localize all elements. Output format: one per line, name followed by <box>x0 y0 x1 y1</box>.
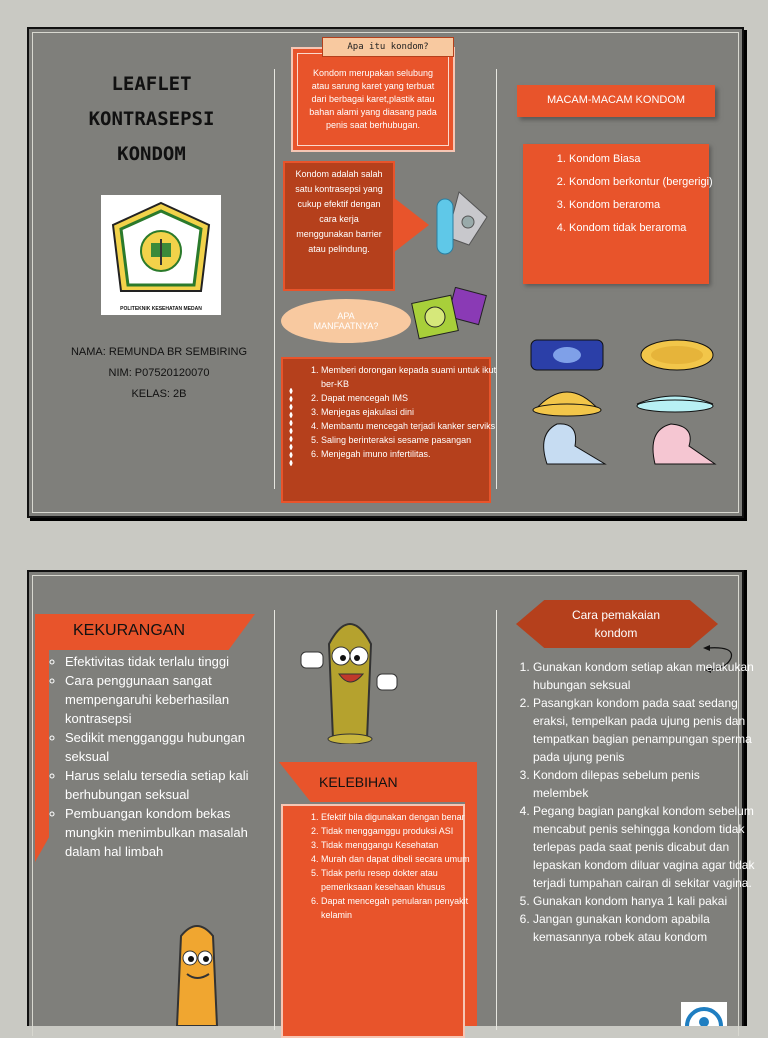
cara-item: 5. Gunakan kondom hanya 1 kali pakai <box>533 892 757 910</box>
cara-item: 4. Pegang bagian pangkal kondom sebelum mencabut penis sehingga kondom tidak terlepas pada saat penis dicabut dan lepaskan kondom diluar vagina agar tidak terjadi tumpahan cairan di sekitar vagina. <box>533 802 757 892</box>
type-item: 2. Kondom berkontur (bergerigi) <box>569 171 719 194</box>
kelebihan-item: 5. Tidak perlu resep dokter atau pemeriksaan kesehaan khusus <box>321 866 471 894</box>
title-line: KONTRASEPSI <box>88 108 215 130</box>
benefit-item: 1. Memberi dorongan kepada suami untuk ikut ber-KB <box>321 363 499 391</box>
leaflet-page-2 <box>27 570 755 1026</box>
kelebihan-item: 4. Murah dan dapat dibeli secara umum <box>321 852 471 866</box>
condom-image <box>429 187 489 262</box>
kelebihan-box <box>281 804 470 1038</box>
cara-item: 1. Gunakan kondom setiap akan melakukan hubungan seksual <box>533 658 757 694</box>
cara-item: 3. Kondom dilepas sebelum penis melembek <box>533 766 757 802</box>
author-nim: NIM: P07520120070 <box>108 367 210 379</box>
cara-header: Cara pemakaian kondom <box>571 608 661 640</box>
kekurangan-item: ◦ Sedikit mengganggu hubungan seksual <box>65 728 275 766</box>
kelebihan-item: 2. Tidak menggamggu produksi ASI <box>321 824 471 838</box>
benefit-item: 3. Menjegas ejakulasi dini <box>321 405 499 419</box>
benefit-item: 5. Saling berinteraksi sesame pasangan <box>321 433 499 447</box>
cara-item: 2. Pasangkan kondom pada saat sedang eraksi, tempelkan pada ujung penis dan tempatkan bagian penampungan sperma pada ujung penis <box>533 694 757 766</box>
kelebihan-item: 3. Tidak menggangu Kesehatan <box>321 838 471 852</box>
logo-text: POLITEKNIK KESEHATAN MEDAN <box>120 306 202 312</box>
macam-header-text: MACAM-MACAM KONDOM <box>546 94 686 106</box>
description-box <box>283 161 395 291</box>
definition-text: Kondom merupakan selubung atau sarung karet yang terbuat dari berbagai karet,plastik atau bahan alami yang diasang pada penis saat berhubugan. <box>309 68 437 130</box>
apa-itu-label: Apa itu kondom? <box>322 37 454 57</box>
kelebihan-header: KELEBIHAN <box>319 774 398 790</box>
definition-box <box>291 47 455 152</box>
column-divider <box>274 69 275 489</box>
condom-types-illustration <box>525 334 725 474</box>
benefit-item: 6. Menjegah imuno infertilitas. <box>321 447 499 461</box>
kekurangan-item: ◦ Efektivitas tidak terlalu tinggi <box>65 652 275 671</box>
leaflet-page-1 <box>27 27 744 518</box>
type-item: 1. Kondom Biasa <box>569 148 719 171</box>
condom-packs-image <box>409 287 489 347</box>
kekurangan-item: ◦ Cara penggunaan sangat mempengaruhi keberhasilan kontrasepsi <box>65 671 275 728</box>
benefits-box <box>281 357 497 503</box>
kekurangan-item: ◦ Pembuangan kondom bekas mungkin menimbulkan masalah dalam hal limbah <box>65 804 275 861</box>
title-line: KONDOM <box>117 143 186 165</box>
kekurangan-header: KEKURANGAN <box>73 622 186 639</box>
arrow-shape <box>393 197 429 253</box>
author-info <box>54 346 264 400</box>
type-item: 3. Kondom beraroma <box>569 194 719 217</box>
condom-mascot-orange <box>157 916 237 1026</box>
kelebihan-item: 6. Dapat mencegah penularan penyakit kelamin <box>321 894 471 922</box>
cover-title <box>49 67 254 172</box>
bullet-dots <box>289 387 293 467</box>
kekurangan-list <box>47 652 275 861</box>
description-text: Kondom adalah salah satu kontrasepsi yang cukup efektif dengan cara kerja menggunakan barrier atau pelindung. <box>295 169 383 254</box>
cara-item: 6. Jangan gunakan kondom apabila kemasannya robek atau kondom <box>533 910 757 946</box>
title-line: LEAFLET <box>111 73 192 95</box>
benefit-item: 2. Dapat mencegah IMS <box>321 391 499 405</box>
manfaat-label: APA MANFAATNYA? <box>313 311 379 331</box>
kekurangan-item: ◦ Harus selalu tersedia setiap kali berhubungan seksual <box>65 766 275 804</box>
column-divider <box>496 610 497 1030</box>
author-name: NAMA: REMUNDA BR SEMBIRING <box>70 346 248 358</box>
macam-header <box>517 85 715 117</box>
corner-logo <box>681 1002 727 1026</box>
type-item: 4. Kondom tidak beraroma <box>569 217 719 240</box>
condom-mascot-thumbs-up <box>295 604 405 744</box>
cara-list <box>515 658 757 946</box>
benefit-item: 4. Membantu mencegah terjadi kanker serviks <box>321 419 499 433</box>
institution-logo <box>101 195 221 315</box>
kelebihan-item: 1. Efektif bila digunakan dengan benar <box>321 810 471 824</box>
types-box <box>523 144 713 284</box>
author-class: KELAS: 2B <box>131 388 187 400</box>
cloud-shape <box>281 299 411 343</box>
